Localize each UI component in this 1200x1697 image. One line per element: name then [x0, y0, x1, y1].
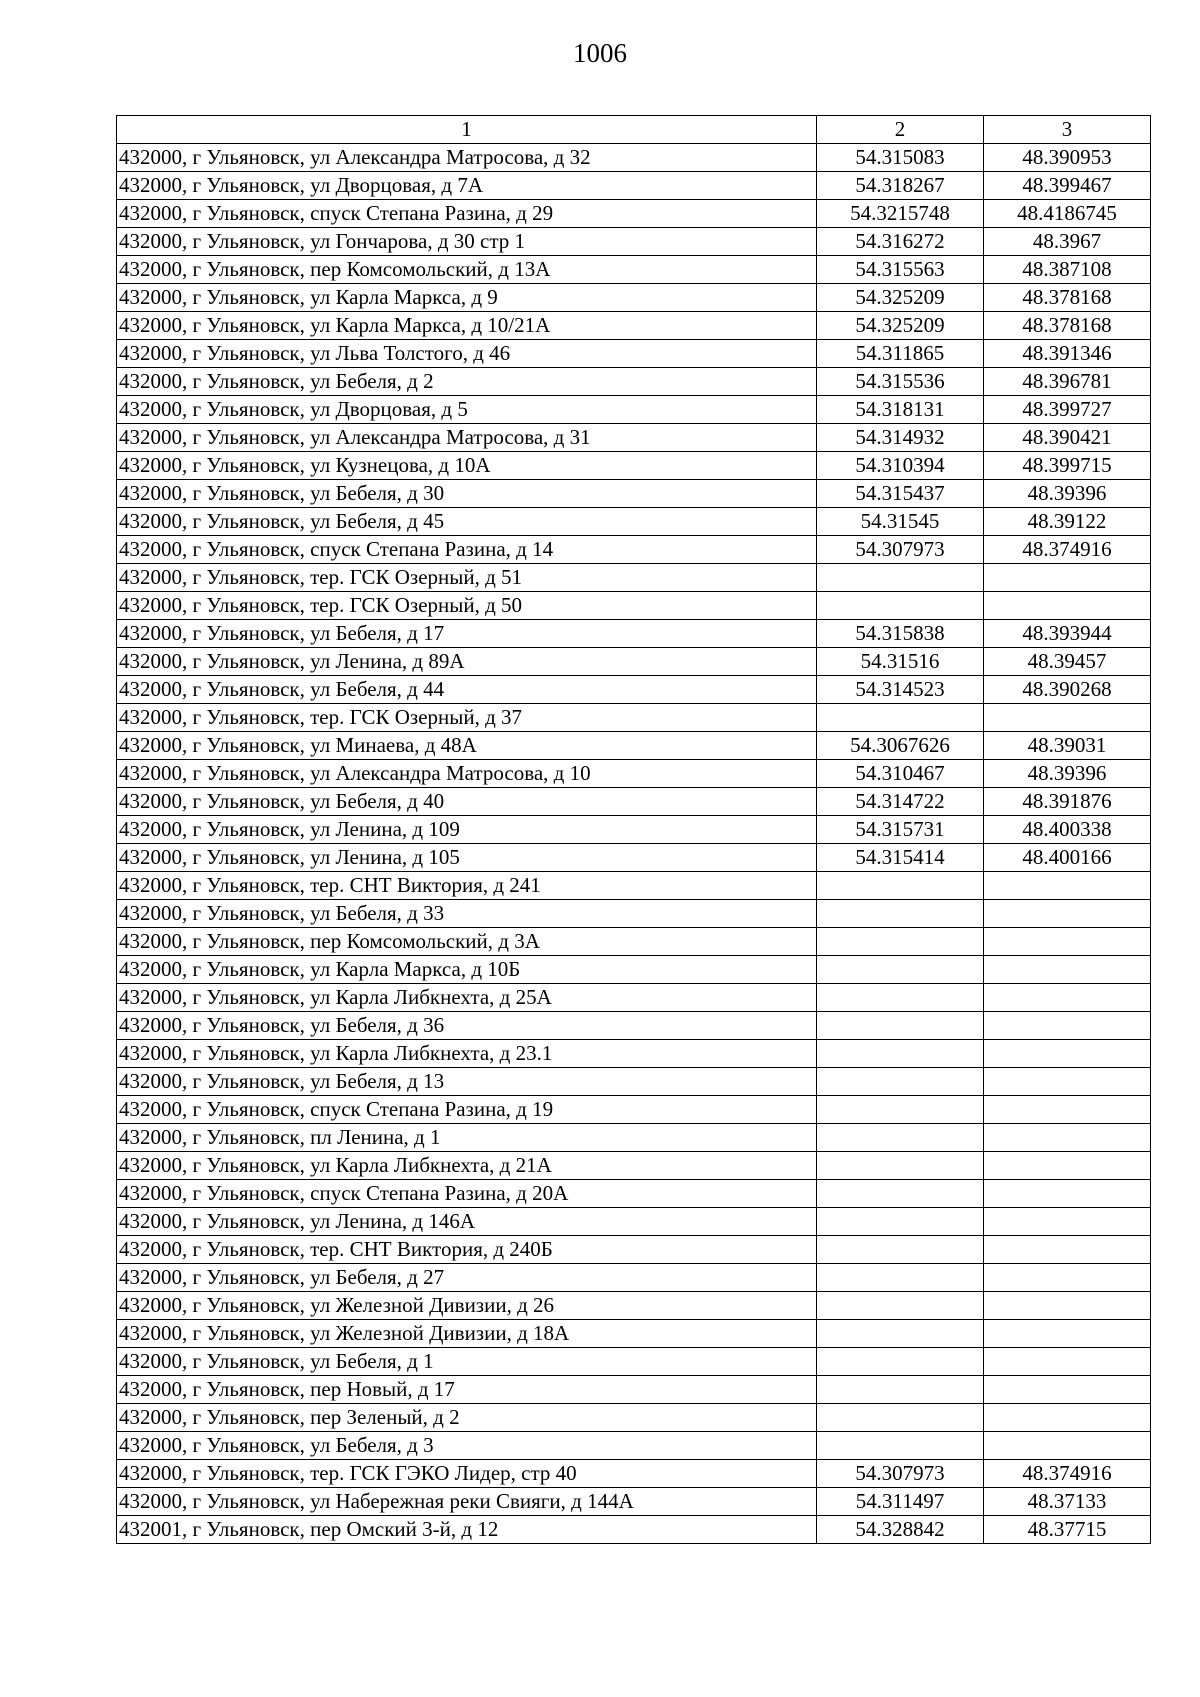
address-cell: 432000, г Ульяновск, пер Комсомольский, д 13А [117, 256, 817, 284]
longitude-cell: 48.39122 [984, 508, 1151, 536]
table-row [117, 340, 1151, 368]
longitude-cell [984, 1124, 1151, 1152]
latitude-cell: 54.3067626 [817, 732, 984, 760]
address-cell: 432000, г Ульяновск, ул Кузнецова, д 10А [117, 452, 817, 480]
longitude-cell: 48.37715 [984, 1516, 1151, 1544]
latitude-cell [817, 1348, 984, 1376]
address-cell: 432000, г Ульяновск, ул Дворцовая, д 7А [117, 172, 817, 200]
table-row [117, 228, 1151, 256]
address-cell: 432000, г Ульяновск, ул Бебеля, д 30 [117, 480, 817, 508]
longitude-cell: 48.390268 [984, 676, 1151, 704]
table-row [117, 1432, 1151, 1460]
longitude-cell [984, 1012, 1151, 1040]
latitude-cell [817, 1236, 984, 1264]
page-number: 1006 [573, 38, 627, 68]
longitude-cell: 48.378168 [984, 312, 1151, 340]
table-row [117, 368, 1151, 396]
latitude-cell [817, 1292, 984, 1320]
address-cell: 432000, г Ульяновск, ул Ленина, д 146А [117, 1208, 817, 1236]
longitude-cell [984, 1208, 1151, 1236]
longitude-cell: 48.399727 [984, 396, 1151, 424]
latitude-cell: 54.310394 [817, 452, 984, 480]
address-cell: 432000, г Ульяновск, ул Бебеля, д 40 [117, 788, 817, 816]
longitude-cell: 48.39396 [984, 480, 1151, 508]
table-row [117, 1012, 1151, 1040]
latitude-cell [817, 564, 984, 592]
address-cell: 432000, г Ульяновск, ул Карла Маркса, д 9 [117, 284, 817, 312]
address-cell: 432000, г Ульяновск, ул Бебеля, д 17 [117, 620, 817, 648]
longitude-cell [984, 1068, 1151, 1096]
address-cell: 432000, г Ульяновск, пер Комсомольский, д 3А [117, 928, 817, 956]
longitude-cell: 48.39031 [984, 732, 1151, 760]
latitude-cell [817, 1152, 984, 1180]
latitude-cell: 54.315437 [817, 480, 984, 508]
column-header-1: 1 [117, 116, 817, 144]
longitude-cell: 48.374916 [984, 536, 1151, 564]
latitude-cell [817, 900, 984, 928]
table-row [117, 704, 1151, 732]
address-cell: 432000, г Ульяновск, ул Бебеля, д 1 [117, 1348, 817, 1376]
latitude-cell: 54.315083 [817, 144, 984, 172]
table-row [117, 1040, 1151, 1068]
longitude-cell: 48.3967 [984, 228, 1151, 256]
longitude-cell: 48.391346 [984, 340, 1151, 368]
latitude-cell: 54.314722 [817, 788, 984, 816]
address-cell: 432000, г Ульяновск, ул Бебеля, д 33 [117, 900, 817, 928]
table-row [117, 1320, 1151, 1348]
longitude-cell: 48.378168 [984, 284, 1151, 312]
address-cell: 432000, г Ульяновск, ул Бебеля, д 36 [117, 1012, 817, 1040]
address-cell: 432000, г Ульяновск, ул Набережная реки Свияги, д 144А [117, 1488, 817, 1516]
latitude-cell [817, 1012, 984, 1040]
table-row [117, 1068, 1151, 1096]
latitude-cell [817, 1096, 984, 1124]
longitude-cell [984, 1404, 1151, 1432]
table-row [117, 1488, 1151, 1516]
longitude-cell: 48.400338 [984, 816, 1151, 844]
table-row [117, 900, 1151, 928]
address-cell: 432000, г Ульяновск, спуск Степана Разина, д 14 [117, 536, 817, 564]
table-row [117, 872, 1151, 900]
table-row [117, 1292, 1151, 1320]
table-row [117, 1096, 1151, 1124]
address-cell: 432000, г Ульяновск, ул Бебеля, д 45 [117, 508, 817, 536]
longitude-cell [984, 872, 1151, 900]
address-cell: 432000, г Ульяновск, пл Ленина, д 1 [117, 1124, 817, 1152]
table-row [117, 1208, 1151, 1236]
table-row [117, 620, 1151, 648]
longitude-cell: 48.396781 [984, 368, 1151, 396]
address-cell: 432000, г Ульяновск, ул Ленина, д 89А [117, 648, 817, 676]
latitude-cell: 54.325209 [817, 312, 984, 340]
column-header-3: 3 [984, 116, 1151, 144]
latitude-cell: 54.316272 [817, 228, 984, 256]
longitude-cell: 48.387108 [984, 256, 1151, 284]
latitude-cell: 54.318131 [817, 396, 984, 424]
table-body [117, 144, 1151, 1544]
longitude-cell [984, 704, 1151, 732]
latitude-cell: 54.31545 [817, 508, 984, 536]
address-cell: 432000, г Ульяновск, тер. ГСК Озерный, д 37 [117, 704, 817, 732]
address-cell: 432000, г Ульяновск, ул Александра Матросова, д 10 [117, 760, 817, 788]
latitude-cell: 54.315414 [817, 844, 984, 872]
table-row [117, 1264, 1151, 1292]
table-row [117, 844, 1151, 872]
longitude-cell: 48.4186745 [984, 200, 1151, 228]
table-row [117, 564, 1151, 592]
address-cell: 432001, г Ульяновск, пер Омский 3-й, д 12 [117, 1516, 817, 1544]
table-row [117, 312, 1151, 340]
table-row [117, 928, 1151, 956]
address-cell: 432000, г Ульяновск, спуск Степана Разина, д 19 [117, 1096, 817, 1124]
table-row [117, 984, 1151, 1012]
latitude-cell [817, 1208, 984, 1236]
longitude-cell: 48.37133 [984, 1488, 1151, 1516]
longitude-cell: 48.39396 [984, 760, 1151, 788]
address-cell: 432000, г Ульяновск, ул Карла Маркса, д 10/21А [117, 312, 817, 340]
address-cell: 432000, г Ульяновск, тер. СНТ Виктория, д 240Б [117, 1236, 817, 1264]
longitude-cell [984, 956, 1151, 984]
table-row [117, 200, 1151, 228]
longitude-cell [984, 984, 1151, 1012]
longitude-cell: 48.39457 [984, 648, 1151, 676]
column-header-2: 2 [817, 116, 984, 144]
latitude-cell: 54.311497 [817, 1488, 984, 1516]
address-cell: 432000, г Ульяновск, ул Дворцовая, д 5 [117, 396, 817, 424]
latitude-cell: 54.307973 [817, 1460, 984, 1488]
table-row [117, 1348, 1151, 1376]
latitude-cell: 54.3215748 [817, 200, 984, 228]
latitude-cell [817, 1040, 984, 1068]
address-cell: 432000, г Ульяновск, ул Льва Толстого, д 46 [117, 340, 817, 368]
longitude-cell [984, 1320, 1151, 1348]
table-row [117, 396, 1151, 424]
longitude-cell [984, 1096, 1151, 1124]
latitude-cell [817, 1264, 984, 1292]
longitude-cell [984, 1236, 1151, 1264]
latitude-cell [817, 1124, 984, 1152]
table-row [117, 1516, 1151, 1544]
address-cell: 432000, г Ульяновск, ул Бебеля, д 27 [117, 1264, 817, 1292]
latitude-cell: 54.314523 [817, 676, 984, 704]
address-cell: 432000, г Ульяновск, ул Бебеля, д 3 [117, 1432, 817, 1460]
table-row [117, 1404, 1151, 1432]
address-cell: 432000, г Ульяновск, ул Ленина, д 105 [117, 844, 817, 872]
longitude-cell [984, 1040, 1151, 1068]
longitude-cell [984, 1264, 1151, 1292]
latitude-cell: 54.315838 [817, 620, 984, 648]
table-row [117, 592, 1151, 620]
table-row [117, 508, 1151, 536]
table-row [117, 676, 1151, 704]
latitude-cell [817, 872, 984, 900]
latitude-cell [817, 592, 984, 620]
latitude-cell: 54.328842 [817, 1516, 984, 1544]
table-row [117, 480, 1151, 508]
longitude-cell: 48.400166 [984, 844, 1151, 872]
address-cell: 432000, г Ульяновск, пер Зеленый, д 2 [117, 1404, 817, 1432]
longitude-cell: 48.390953 [984, 144, 1151, 172]
latitude-cell: 54.307973 [817, 536, 984, 564]
address-cell: 432000, г Ульяновск, ул Бебеля, д 2 [117, 368, 817, 396]
address-cell: 432000, г Ульяновск, спуск Степана Разина, д 29 [117, 200, 817, 228]
latitude-cell: 54.311865 [817, 340, 984, 368]
address-cell: 432000, г Ульяновск, ул Карла Либкнехта, д 21А [117, 1152, 817, 1180]
latitude-cell [817, 704, 984, 732]
address-cell: 432000, г Ульяновск, ул Ленина, д 109 [117, 816, 817, 844]
longitude-cell [984, 1376, 1151, 1404]
latitude-cell [817, 1404, 984, 1432]
address-cell: 432000, г Ульяновск, ул Карла Либкнехта, д 23.1 [117, 1040, 817, 1068]
address-cell: 432000, г Ульяновск, тер. СНТ Виктория, д 241 [117, 872, 817, 900]
address-cell: 432000, г Ульяновск, ул Бебеля, д 44 [117, 676, 817, 704]
address-cell: 432000, г Ульяновск, тер. ГСК ГЭКО Лидер, стр 40 [117, 1460, 817, 1488]
address-cell: 432000, г Ульяновск, тер. ГСК Озерный, д 51 [117, 564, 817, 592]
longitude-cell: 48.390421 [984, 424, 1151, 452]
table-row [117, 1460, 1151, 1488]
address-coordinates-table [116, 115, 1151, 1544]
address-cell: 432000, г Ульяновск, ул Бебеля, д 13 [117, 1068, 817, 1096]
table-row [117, 1152, 1151, 1180]
address-cell: 432000, г Ульяновск, ул Карла Либкнехта, д 25А [117, 984, 817, 1012]
table-row [117, 1180, 1151, 1208]
latitude-cell: 54.315731 [817, 816, 984, 844]
longitude-cell [984, 928, 1151, 956]
latitude-cell: 54.314932 [817, 424, 984, 452]
longitude-cell: 48.374916 [984, 1460, 1151, 1488]
longitude-cell [984, 1152, 1151, 1180]
address-cell: 432000, г Ульяновск, ул Гончарова, д 30 стр 1 [117, 228, 817, 256]
latitude-cell [817, 1320, 984, 1348]
table-row [117, 648, 1151, 676]
address-cell: 432000, г Ульяновск, спуск Степана Разина, д 20А [117, 1180, 817, 1208]
table-row [117, 760, 1151, 788]
longitude-cell [984, 564, 1151, 592]
longitude-cell [984, 1348, 1151, 1376]
table-row [117, 284, 1151, 312]
table-row [117, 452, 1151, 480]
latitude-cell [817, 1432, 984, 1460]
table-row [117, 172, 1151, 200]
latitude-cell [817, 928, 984, 956]
latitude-cell: 54.315563 [817, 256, 984, 284]
address-cell: 432000, г Ульяновск, ул Карла Маркса, д 10Б [117, 956, 817, 984]
address-cell: 432000, г Ульяновск, ул Александра Матросова, д 31 [117, 424, 817, 452]
table-header-row [117, 116, 1151, 144]
table-row [117, 144, 1151, 172]
address-cell: 432000, г Ульяновск, пер Новый, д 17 [117, 1376, 817, 1404]
latitude-cell [817, 1376, 984, 1404]
table-row [117, 1376, 1151, 1404]
latitude-cell: 54.325209 [817, 284, 984, 312]
latitude-cell [817, 1180, 984, 1208]
table-row [117, 536, 1151, 564]
longitude-cell [984, 1432, 1151, 1460]
longitude-cell: 48.393944 [984, 620, 1151, 648]
longitude-cell [984, 1180, 1151, 1208]
address-cell: 432000, г Ульяновск, тер. ГСК Озерный, д 50 [117, 592, 817, 620]
table-row [117, 256, 1151, 284]
latitude-cell [817, 1068, 984, 1096]
latitude-cell: 54.315536 [817, 368, 984, 396]
longitude-cell: 48.399715 [984, 452, 1151, 480]
table-row [117, 956, 1151, 984]
table-row [117, 816, 1151, 844]
latitude-cell: 54.318267 [817, 172, 984, 200]
table-row [117, 424, 1151, 452]
table-row [117, 1124, 1151, 1152]
address-cell: 432000, г Ульяновск, ул Александра Матросова, д 32 [117, 144, 817, 172]
longitude-cell [984, 900, 1151, 928]
longitude-cell: 48.391876 [984, 788, 1151, 816]
table-row [117, 732, 1151, 760]
latitude-cell: 54.310467 [817, 760, 984, 788]
longitude-cell: 48.399467 [984, 172, 1151, 200]
latitude-cell [817, 956, 984, 984]
longitude-cell [984, 1292, 1151, 1320]
latitude-cell: 54.31516 [817, 648, 984, 676]
address-cell: 432000, г Ульяновск, ул Железной Дивизии, д 18А [117, 1320, 817, 1348]
address-cell: 432000, г Ульяновск, ул Железной Дивизии, д 26 [117, 1292, 817, 1320]
latitude-cell [817, 984, 984, 1012]
longitude-cell [984, 592, 1151, 620]
table-row [117, 788, 1151, 816]
table-row [117, 1236, 1151, 1264]
address-cell: 432000, г Ульяновск, ул Минаева, д 48А [117, 732, 817, 760]
